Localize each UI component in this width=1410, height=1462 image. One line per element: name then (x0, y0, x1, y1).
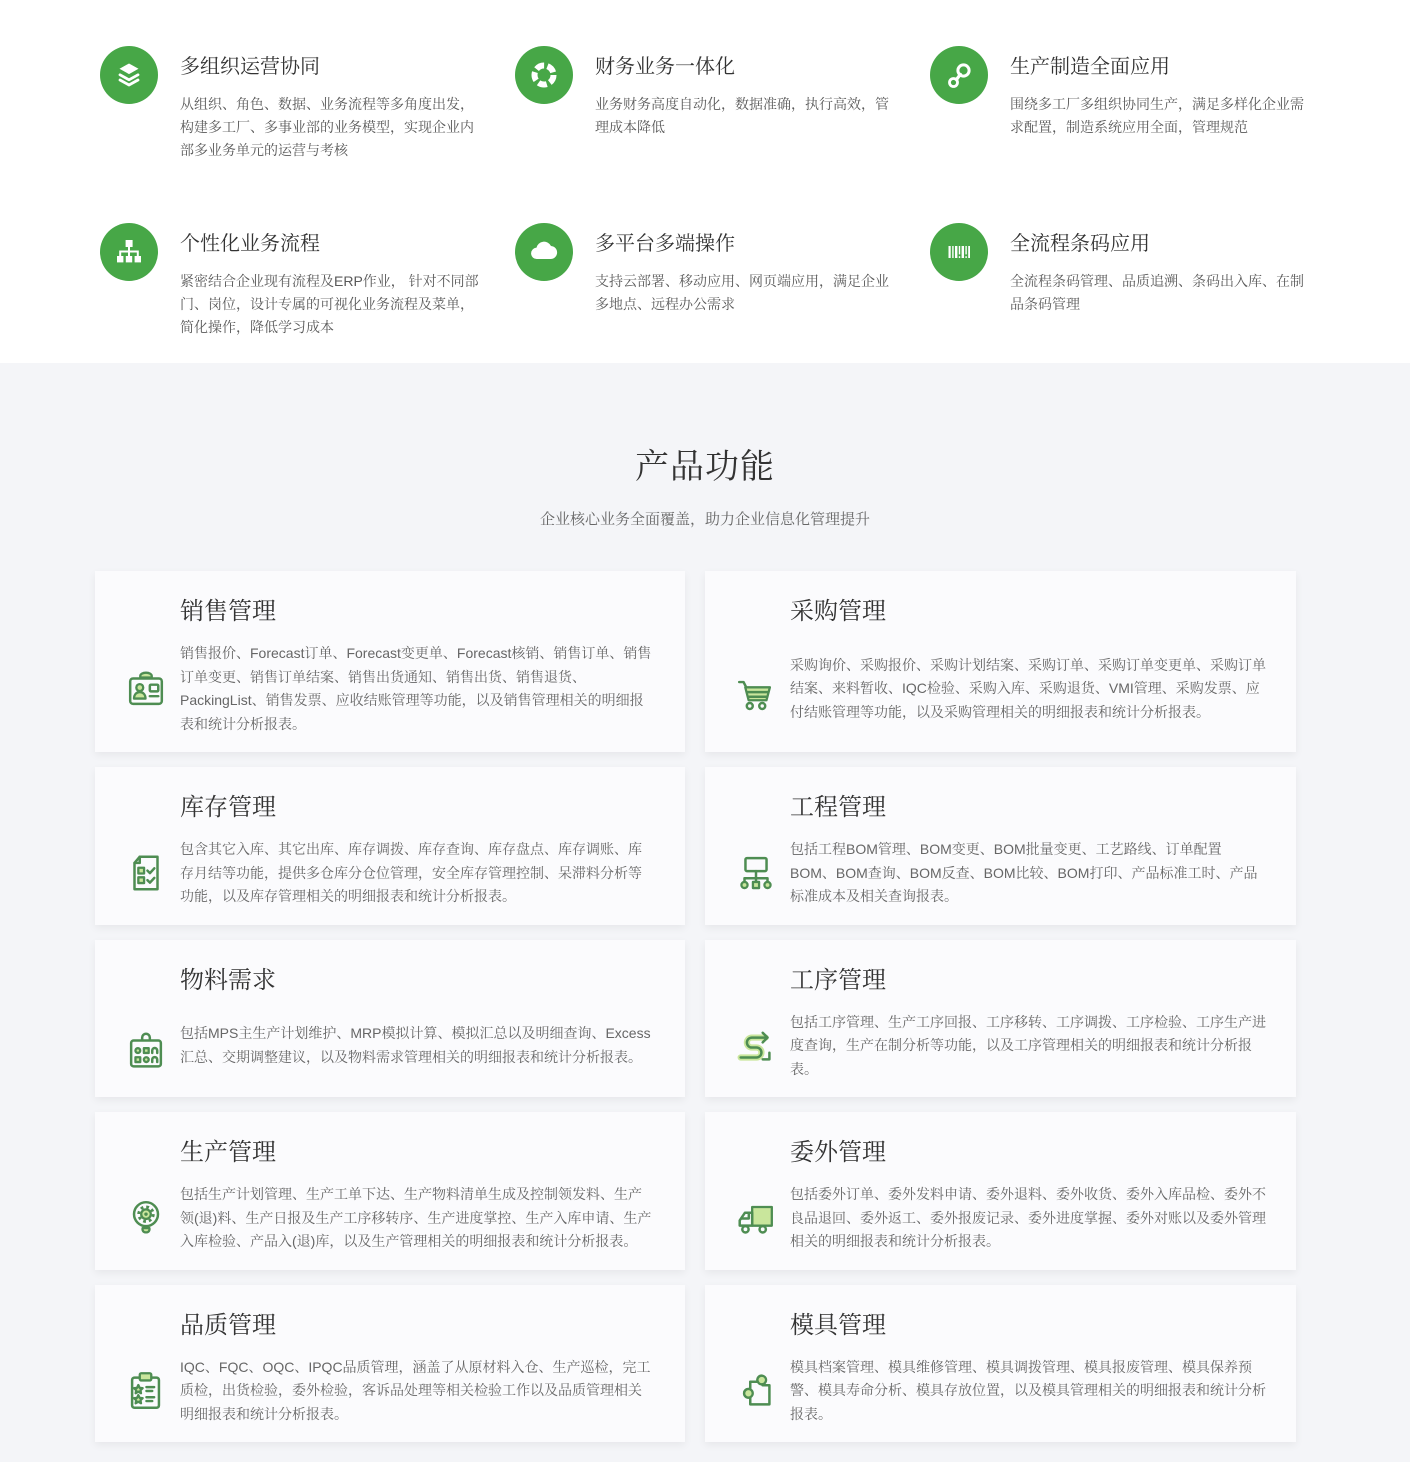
feature-desc: 从组织、角色、数据、业务流程等多角度出发，构建多工厂、多事业部的业务模型，实现企业内部多业务单元的运营与考核 (180, 96, 474, 158)
card-material (95, 940, 685, 1098)
feature-desc: 全流程条码管理、品质追溯、条码出入库、在制品条码管理 (1010, 272, 1304, 312)
card-sales (95, 571, 685, 752)
cart-icon (733, 672, 779, 718)
feature-title: 生产制造全面应用 (1010, 56, 1170, 78)
products-section (0, 363, 1410, 1462)
card-title: 销售管理 (180, 598, 276, 625)
feature-desc: 业务财务高度自动化，数据准确，执行高效，管理成本降低 (595, 96, 889, 135)
features-section (0, 0, 1410, 363)
card-title: 库存管理 (180, 794, 276, 821)
card-desc: 包含其它入库、其它出库、库存调拨、库存查询、库存盘点、库存调账、库存月结等功能，提供多仓库分仓位管理，安全库存管理控制、呆滞料分析等功能，以及库存管理相关的明细报表和统计分析报表。 (180, 841, 642, 904)
feature-desc: 支持云部署、移动应用、网页端应用，满足企业多地点、远程办公需求 (595, 272, 889, 312)
truck-icon (733, 1195, 779, 1241)
feature-title: 个性化业务流程 (180, 232, 320, 255)
feature-item (515, 223, 895, 364)
section-title: 产品功能 (635, 448, 775, 486)
card-quality (95, 1285, 685, 1443)
layers-icon (100, 46, 158, 104)
card-desc: 包括委外订单、委外发料申请、委外退料、委外收货、委外入库品检、委外不良品退回、委外返工、委外报废记录、委外进度掌握、委外对账以及委外管理相关的明细报表和统计分析报表。 (790, 1186, 1266, 1249)
sitemap-icon (100, 223, 158, 281)
badge-icon (123, 666, 169, 712)
card-inventory (95, 767, 685, 925)
donut-icon (515, 46, 573, 104)
feature-title: 多组织运营协同 (180, 56, 320, 78)
card-title: 工序管理 (790, 966, 886, 994)
feature-desc: 围绕多工厂多组织协同生产，满足多样化企业需求配置，制造系统应用全面，管理规范 (1010, 96, 1304, 135)
card-desc: 模具档案管理、模具维修管理、模具调拨管理、模具报废管理、模具保养预警、模具寿命分析、模具存放位置，以及模具管理相关的明细报表和统计分析报表。 (790, 1358, 1266, 1422)
steam-icon (930, 46, 988, 104)
feature-title: 财务业务一体化 (595, 56, 735, 78)
feature-item (930, 223, 1310, 364)
card-desc: 包括生产计划管理、生产工单下达、生产物料清单生成及控制领发料、生产领(退)料、生产日报及生产工序移转序、生产进度掌控、生产入库申请、生产入库检验、产品入(退)库，以及生产管理相关的明细报表和统计分析报表。 (180, 1186, 652, 1249)
card-desc: 包括工序管理、生产工序回报、工序移转、工序调拨、工序检验、工序生产进度查询，生产在制分析等功能，以及工序管理相关的明细报表和统计分析报表。 (790, 1013, 1266, 1077)
feature-title: 多平台多端操作 (595, 232, 735, 255)
product-cards-grid (95, 571, 1296, 1442)
card-desc: 包括工程BOM管理、BOM变更、BOM批量变更、工艺路线、订单配置BOM、BOM查询、BOM反查、BOM比较、BOM打印、产品标准工时、产品标准成本及相关查询报表。 (790, 841, 1258, 904)
gear-bulb-icon (123, 1195, 169, 1241)
card-title: 采购管理 (790, 598, 886, 625)
card-title: 模具管理 (790, 1311, 886, 1339)
flow-arrow-icon (733, 1023, 779, 1069)
card-title: 物料需求 (180, 966, 276, 994)
section-subtitle: 企业核心业务全面覆盖，助力企业信息化管理提升 (539, 511, 870, 528)
card-desc: IQC、FQC、OQC、IPQC品质管理，涵盖了从原材料入仓、生产巡检，完工质检，出货检验，委外检验，客诉品处理等相关检验工作以及品质管理相关明细报表和统计分析报表。 (180, 1358, 651, 1422)
card-title: 生产管理 (180, 1139, 276, 1166)
puzzle-icon (733, 1368, 779, 1414)
card-desc: 销售报价、Forecast订单、Forecast变更单、Forecast核销、销售订单、销售订单变更、销售订单结案、销售出货通知、销售出货、销售退货、PackingList、销售发票、应收结账管理等功能，以及销售管理相关的明细报表和统计分析报表。 (180, 645, 652, 732)
card-engineering (705, 767, 1296, 925)
card-process (705, 940, 1296, 1098)
cloud-icon (515, 223, 573, 281)
feature-item (930, 46, 1310, 187)
feature-title: 全流程条码应用 (1010, 232, 1150, 255)
feature-desc: 紧密结合企业现有流程及ERP作业， 针对不同部门、岗位，设计专属的可视化业务流程及菜单，简化操作，降低学习成本 (180, 272, 479, 335)
card-purchase (705, 571, 1296, 752)
card-desc: 采购询价、采购报价、采购计划结案、采购订单、采购订单变更单、采购订单结案、来料暂收、IQC检验、采购入库、采购退货、VMI管理、采购发票、应付结账管理等功能，以及采购管理相关的明细报表和统计分析报表。 (790, 656, 1266, 720)
card-title: 委外管理 (790, 1139, 886, 1166)
card-production (95, 1112, 685, 1270)
calendar-icon (123, 1029, 169, 1075)
card-mold (705, 1285, 1296, 1443)
card-outsourcing (705, 1112, 1296, 1270)
feature-item (100, 46, 480, 187)
bom-structure-icon (733, 850, 779, 896)
card-title: 品质管理 (180, 1311, 276, 1339)
card-desc: 包括MPS主生产计划维护、MRP模拟计算、模拟汇总以及明细查询、Excess汇总、交期调整建议，以及物料需求管理相关的明细报表和统计分析报表。 (180, 1025, 651, 1065)
barcode-icon (930, 223, 988, 281)
card-title: 工程管理 (790, 794, 886, 821)
clipboard-check-icon (123, 850, 169, 896)
feature-item (100, 223, 480, 364)
clipboard-stars-icon (123, 1368, 169, 1414)
feature-item (515, 46, 895, 187)
